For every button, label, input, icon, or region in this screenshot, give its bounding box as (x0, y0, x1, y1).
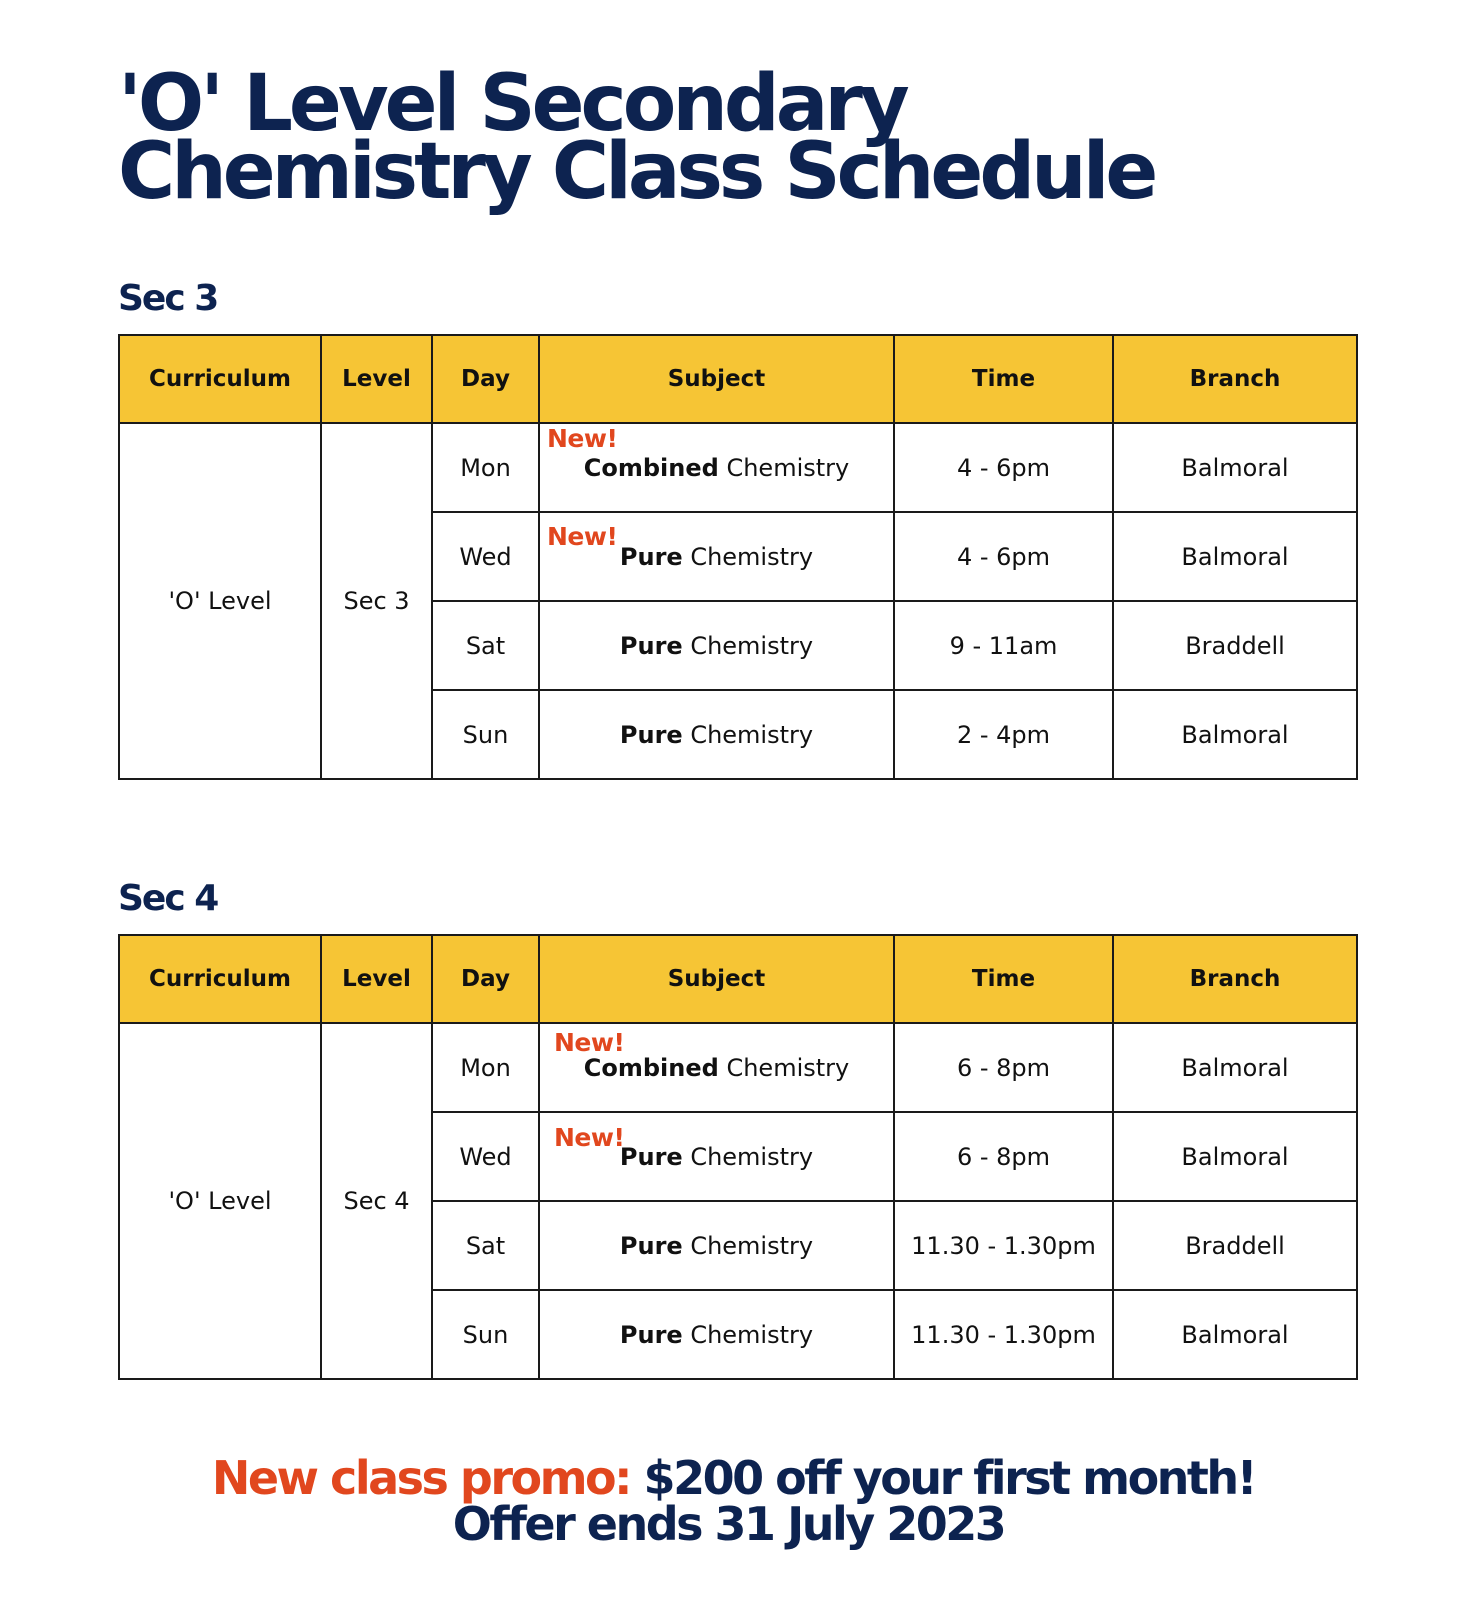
subject-name: Chemistry (682, 542, 814, 571)
time-cell: 11.30 - 1.30pm (894, 1290, 1113, 1379)
header-branch: Branch (1113, 935, 1357, 1023)
day-cell: Sun (432, 690, 539, 779)
promo-offer: $200 off your first month! (630, 1451, 1256, 1505)
subject-cell (539, 1112, 894, 1201)
header-subject: Subject (539, 335, 894, 423)
curriculum-cell: 'O' Level (119, 1023, 321, 1379)
subject-cell (539, 1023, 894, 1112)
header-curriculum: Curriculum (119, 935, 321, 1023)
branch-cell: Balmoral (1113, 1112, 1357, 1201)
time-cell: 4 - 6pm (894, 423, 1113, 512)
schedule-table-sec4 (118, 934, 1358, 1380)
header-day: Day (432, 335, 539, 423)
header-level: Level (321, 935, 432, 1023)
new-badge: New! (554, 1123, 625, 1152)
subject-type: Combined (583, 1053, 719, 1082)
promo-label: New class promo: (211, 1451, 631, 1505)
header-curriculum: Curriculum (119, 335, 321, 423)
branch-cell: Balmoral (1113, 423, 1357, 512)
subject-type: Pure (619, 1142, 683, 1171)
table-row (119, 423, 1357, 512)
subject-name: Chemistry (718, 1053, 850, 1082)
header-level: Level (321, 335, 432, 423)
promo-banner (0, 1451, 1457, 1551)
new-badge: New! (547, 522, 618, 551)
table-row (119, 1023, 1357, 1112)
header-day: Day (432, 935, 539, 1023)
subject-name: Chemistry (682, 631, 814, 660)
day-cell: Wed (432, 512, 539, 601)
subject-cell (539, 512, 894, 601)
day-cell: Sat (432, 1201, 539, 1290)
subject-name: Chemistry (682, 720, 814, 749)
header-branch: Branch (1113, 335, 1357, 423)
subject-cell (539, 423, 894, 512)
subject-name: Chemistry (718, 453, 850, 482)
subject-name: Chemistry (682, 1320, 814, 1349)
subject-name: Chemistry (682, 1231, 814, 1260)
branch-cell: Braddell (1113, 1201, 1357, 1290)
subject-type: Pure (619, 542, 683, 571)
subject-cell (539, 1290, 894, 1379)
schedule-table-sec3 (118, 334, 1358, 780)
subject-type: Pure (619, 1320, 683, 1349)
subject-cell (539, 1201, 894, 1290)
page-title (118, 59, 1155, 217)
subject-cell (539, 690, 894, 779)
promo-end-date: Offer ends 31 July 2023 (452, 1497, 1005, 1551)
branch-cell: Balmoral (1113, 1023, 1357, 1112)
subject-type: Pure (619, 1231, 683, 1260)
page-title-line2: Chemistry Class Schedule (118, 127, 1155, 217)
promo-line1 (0, 1451, 1457, 1505)
page-title-line1: 'O' Level Secondary (118, 59, 906, 149)
day-cell: Wed (432, 1112, 539, 1201)
section-heading-sec3: Sec 3 (118, 278, 218, 319)
subject-cell (539, 601, 894, 690)
time-cell: 6 - 8pm (894, 1112, 1113, 1201)
curriculum-cell: 'O' Level (119, 423, 321, 779)
header-time: Time (894, 335, 1113, 423)
level-cell: Sec 4 (321, 1023, 432, 1379)
time-cell: 4 - 6pm (894, 512, 1113, 601)
new-badge: New! (554, 1028, 625, 1057)
header-subject: Subject (539, 935, 894, 1023)
subject-type: Pure (619, 720, 683, 749)
time-cell: 9 - 11am (894, 601, 1113, 690)
table-header-row (119, 935, 1357, 1023)
subject-type: Combined (583, 453, 719, 482)
day-cell: Sat (432, 601, 539, 690)
branch-cell: Balmoral (1113, 512, 1357, 601)
subject-name: Chemistry (682, 1142, 814, 1171)
new-badge: New! (547, 424, 618, 453)
subject-type: Pure (619, 631, 683, 660)
branch-cell: Braddell (1113, 601, 1357, 690)
header-time: Time (894, 935, 1113, 1023)
day-cell: Mon (432, 423, 539, 512)
section-heading-sec4: Sec 4 (118, 878, 218, 919)
branch-cell: Balmoral (1113, 690, 1357, 779)
level-cell: Sec 3 (321, 423, 432, 779)
table-header-row (119, 335, 1357, 423)
time-cell: 6 - 8pm (894, 1023, 1113, 1112)
time-cell: 11.30 - 1.30pm (894, 1201, 1113, 1290)
time-cell: 2 - 4pm (894, 690, 1113, 779)
day-cell: Mon (432, 1023, 539, 1112)
branch-cell: Balmoral (1113, 1290, 1357, 1379)
day-cell: Sun (432, 1290, 539, 1379)
